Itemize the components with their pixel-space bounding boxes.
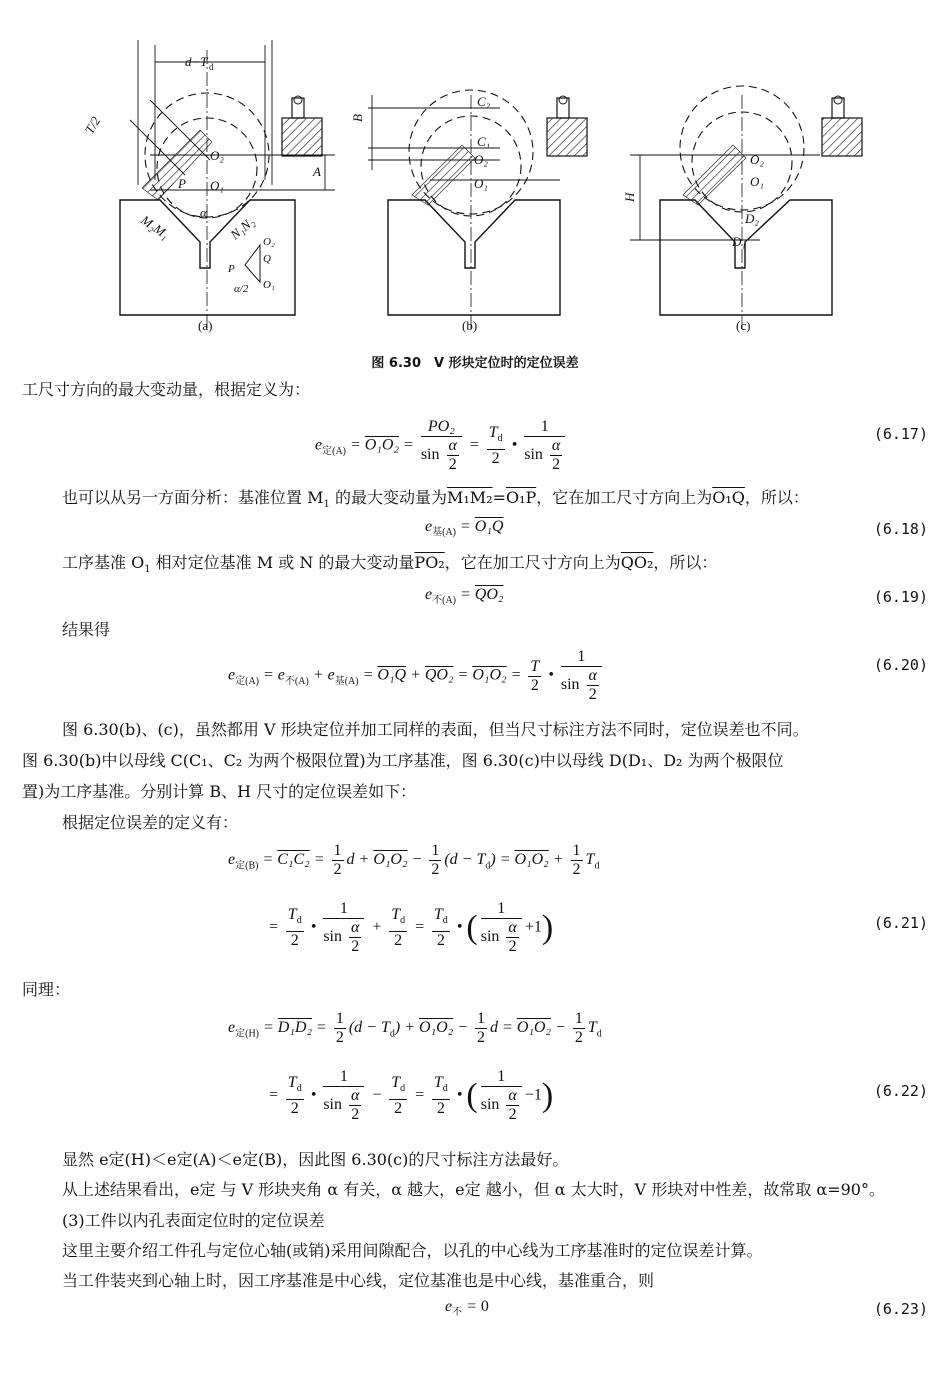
label-dim: d−T — [185, 54, 208, 69]
equation-6-21-line1: $e_{定(B)} = C_1C_2$ = $\frac{1}{2}$ d + O₁O₂ − $\frac{1}{2}$ $(d - T_d) = O_1O_2$ + $\frac{1}{2}$ $T_d$ — [228, 842, 600, 878]
figure-caption: 图 6.30 V 形块定位时的定位误差 — [371, 356, 579, 371]
eq-number-6-17: (6.17) — [873, 425, 928, 443]
equation-6-17: $e_{定(A)} = O_1O_2$ = PO₂ sin $\frac{\alpha}{2}$ = $\frac{T_d}{2}$ • 1 sin $\frac{\alpha}{2}$ — [315, 418, 568, 474]
svg-text:O₁: O₁ — [474, 176, 488, 191]
svg-text:α/2: α/2 — [234, 283, 249, 295]
para-8: 根据定位误差的定义有： — [62, 813, 239, 832]
eq-number-6-20: (6.20) — [873, 656, 928, 674]
equation-6-23: $e_不 = 0$ — [445, 1298, 489, 1319]
svg-text:C₂: C₂ — [477, 94, 491, 109]
para-14: 当工件装夹到心轴上时，因工序基准是中心线，定位基准也是中心线，基准重合，则 — [62, 1271, 655, 1290]
svg-text:O₁: O₁ — [263, 279, 275, 291]
equation-6-21-line2: = $\frac{T_d}{2}$ • 1 sin $\frac{\alpha}{2}$ + $\frac{T_d}{2}$ = $\frac{T_d}{2}$ • ( 1 sin $\frac{\alpha}{2}$ +1) — [268, 900, 554, 955]
svg-text:P: P — [178, 176, 186, 191]
panel-label-b: (b) — [462, 318, 478, 333]
eq-number-6-22: (6.22) — [873, 1082, 928, 1100]
svg-text:O₁: O₁ — [210, 178, 224, 193]
eq-number-6-19: (6.19) — [873, 588, 928, 606]
equation-6-22-line2: = $\frac{T_d}{2}$ • 1 sin $\frac{\alpha}{2}$ − $\frac{T_d}{2}$ = $\frac{T_d}{2}$ • ( 1 sin $\frac{\alpha}{2}$ −1) — [268, 1068, 554, 1123]
figure-6-30 — [0, 0, 950, 345]
svg-text:d: d — [209, 62, 214, 72]
svg-text:α: α — [200, 205, 207, 220]
equation-6-20: $e_{定(A)} = e_{不(A)} + e_{基(A)} = O_1Q + QO_2 = O_1O_2$ = $\frac{T}{2}$ • 1 sin $\frac{\alpha}{2}$ — [228, 648, 605, 704]
svg-text:A: A — [313, 164, 321, 179]
para-10: 显然 e定(H)＜e定(A)＜e定(B)，因此图 6.30(c)的尺寸标注方法最好。 — [62, 1150, 569, 1169]
svg-text:H: H — [622, 192, 637, 202]
panel-a — [120, 40, 335, 330]
label-half-t: T/2 — [81, 113, 104, 137]
para-13: 这里主要介绍工件孔与定位心轴(或销)采用间隙配合，以孔的中心线为工序基准时的定位误差计算。 — [62, 1241, 763, 1260]
eq-number-6-18: (6.18) — [873, 520, 928, 538]
eq-number-6-23: (6.23) — [873, 1300, 928, 1318]
svg-text:O₂: O₂ — [474, 152, 488, 167]
labels-a — [82, 54, 321, 333]
panel-label-a: (a) — [198, 318, 213, 333]
para-4: 结果得 — [62, 620, 111, 639]
svg-text:O₂: O₂ — [263, 236, 275, 248]
panel-b — [368, 90, 587, 330]
labels-c — [622, 152, 764, 333]
equation-6-18: $e_{基(A)} = O_1Q$ — [425, 518, 504, 539]
svg-text:D₂: D₂ — [745, 211, 759, 226]
panel-label-c: (c) — [736, 318, 751, 333]
svg-text:Q: Q — [263, 253, 271, 265]
vblock-b — [388, 200, 560, 315]
equation-6-19: $e_{不(A)} = QO_2$ — [425, 586, 504, 607]
para-6: 图 6.30(b)中以母线 C(C₁、C₂ 为两个极限位置)为工序基准，图 6.30(c)中以母线 D(D₁、D₂ 为两个极限位 — [22, 751, 784, 770]
svg-text:N₁N₂: N₁N₂ — [227, 213, 258, 243]
eq-number-6-21: (6.21) — [873, 914, 928, 932]
svg-text:C₁: C₁ — [477, 134, 491, 149]
para-9: 同理： — [22, 980, 71, 999]
para-3: 工序基准 $O_1$ 相对定位基准 M 或 N 的最大变动量PO₂，它在加工尺寸方向上为QO₂，所以： — [62, 553, 718, 576]
svg-text:B: B — [350, 114, 365, 122]
svg-text:P: P — [228, 263, 235, 275]
para-2: 也可以从另一方面分析：基准位置 $M_1$ 的最大变动量为M₁M₂=O₁P，它在加工尺寸方向上为O₁Q，所以： — [62, 488, 809, 511]
svg-text:D₁: D₁ — [732, 234, 746, 249]
equation-6-22-line1: $e_{定(H)} = D_1D_2$ = $\frac{1}{2}$ $(d - T_d) + O_1O_2$ − $\frac{1}{2}$ d = O₁O₂ − $\frac{1}{2}$ $T_d$ — [228, 1010, 602, 1046]
svg-text:O₂: O₂ — [210, 148, 224, 163]
para-11: 从上述结果看出，e定 与 V 形块夹角 α 有关，α 越大，e定 越小，但 α 太大时，V 形块对中性差，故常取 α=90°。 — [62, 1180, 885, 1199]
para-7: 置)为工序基准。分别计算 B、H 尺寸的定位误差如下： — [22, 782, 417, 801]
svg-text:M₂M₁: M₂M₁ — [138, 212, 173, 243]
panel-c — [630, 86, 862, 330]
para-5: 图 6.30(b)、(c)，虽然都用 V 形块定位并加工同样的表面，但当尺寸标注方法不同时，定位误差也不同。 — [62, 720, 809, 739]
para-12: (3)工件以内孔表面定位时的定位误差 — [62, 1211, 325, 1230]
svg-text:O₁: O₁ — [750, 174, 764, 189]
svg-text:O₂: O₂ — [750, 152, 764, 167]
para-1: 工尺寸方向的最大变动量，根据定义为： — [22, 380, 311, 399]
